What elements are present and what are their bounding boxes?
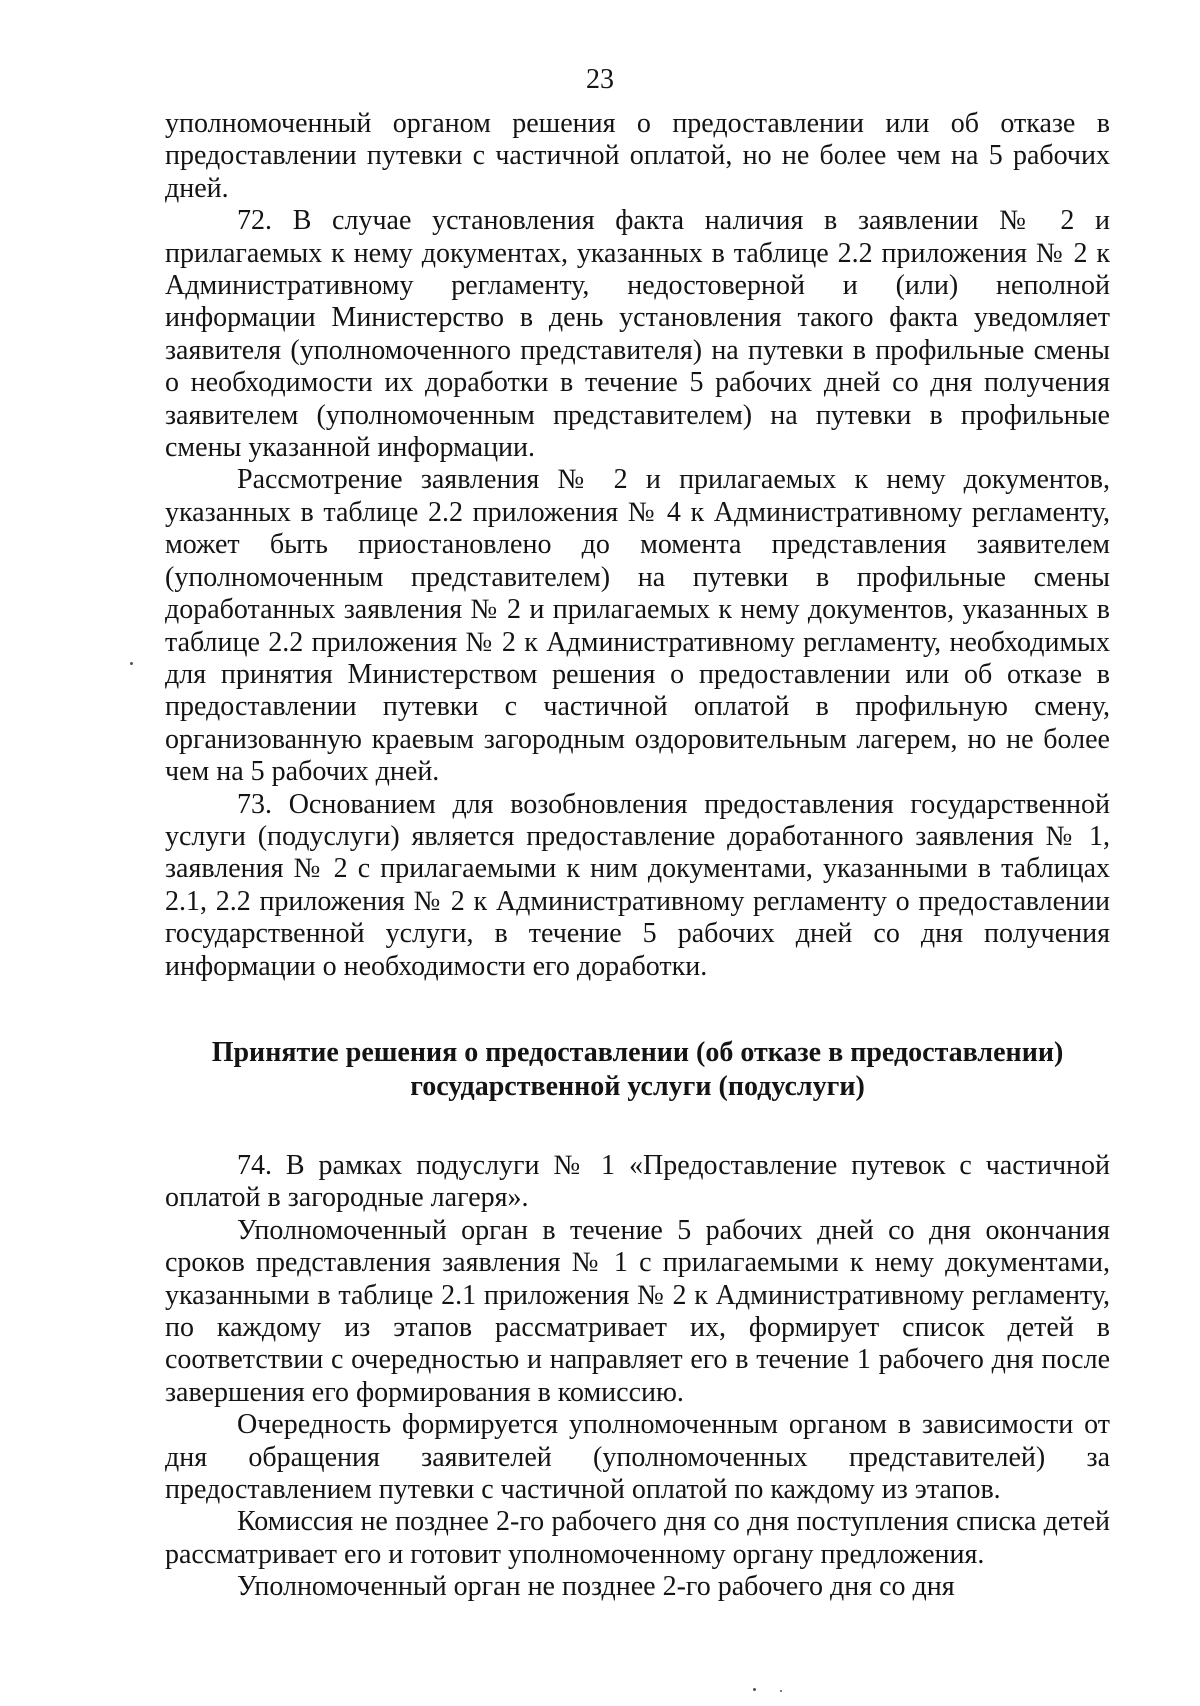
scan-speck [753,1688,756,1691]
section-heading-line-1: Принятие решения о предоставлении (об отказе в предоставлении) [211,1036,1064,1068]
document-body [165,108,1110,1604]
paragraph-review-suspension: Рассмотрение заявления № 2 и прилагаемых к нему документов, указанных в таблице 2.2 приложения № 4 к Административному регламенту, может быть приостановлено до момента представления заявителем (уполномоченным представителем) на путевки в профильные смены доработанных заявления № 2 и прилагаемых к нему документов, указанных в таблице 2.2 приложения № 2 к Административному регламенту, необходимых для принятия Министерством решения о предоставлении или об отказе в предоставлении путевки с частичной оплатой в профильную смену, организованную краевым загородным оздоровительным лагерем, но не более чем на 5 рабочих дней. [165,464,1110,788]
paragraph-72: 72. В случае установления факта наличия в заявлении № 2 и прилагаемых к нему документах, указанных в таблице 2.2 приложения № 2 к Административному регламенту, недостоверной и (или) неполной информации Министерство в день установления такого факта уведомляет заявителя (уполномоченного представителя) на путевки в профильные смены о необходимости их доработки в течение 5 рабочих дней со дня получения заявителем (уполномоченным представителем) на путевки в профильные смены указанной информации. [165,205,1110,464]
paragraph-73: 73. Основанием для возобновления предоставления государственной услуги (подуслуги) является предоставление доработанного заявления № 1, заявления № 2 с прилагаемыми к ним документами, указанными в таблицах 2.1, 2.2 приложения № 2 к Административному регламенту о предоставлении государственной услуги, в течение 5 рабочих дней со дня получения информации о необходимости его доработки. [165,788,1110,982]
page-number: 23 [586,64,614,95]
paragraph-continuation: уполномоченный органом решения о предоставлении или об отказе в предоставлении путевки с частичной оплатой, но не более чем на 5 рабочих дней. [165,108,1110,204]
paragraph-authorized-body-deadline: Уполномоченный орган не позднее 2-го рабочего дня со дня [237,1571,955,1603]
scan-speck [130,662,133,665]
paragraph-authorized-body-review: Уполномоченный орган в течение 5 рабочих дней со дня окончания сроков представления заявления № 1 с прилагаемыми к нему документами, указанными в таблице 2.1 приложения № 2 к Административному регламенту, по каждому из этапов рассматривает их, формирует список детей в соответствии с очередностью и направляет его в течение 1 рабочего дня после завершения его формирования в комиссию. [165,1214,1110,1408]
paragraph-queue-order: Очередность формируется уполномоченным органом в зависимости от дня обращения заявителей (уполномоченных представителей) за предоставлением путевки с частичной оплатой по каждому из этапов. [165,1409,1110,1506]
paragraph-74: 74. В рамках подуслуги № 1 «Предоставление путевок с частичной оплатой в загородные лагеря». [165,1149,1110,1214]
section-heading [165,1036,1110,1104]
scan-speck [780,1690,782,1692]
section-heading-line-2: государственной услуги (подуслуги) [410,1070,865,1102]
paragraph-commission: Комиссия не позднее 2-го рабочего дня со дня поступления списка детей рассматривает его и готовит уполномоченному органу предложения. [165,1506,1110,1570]
